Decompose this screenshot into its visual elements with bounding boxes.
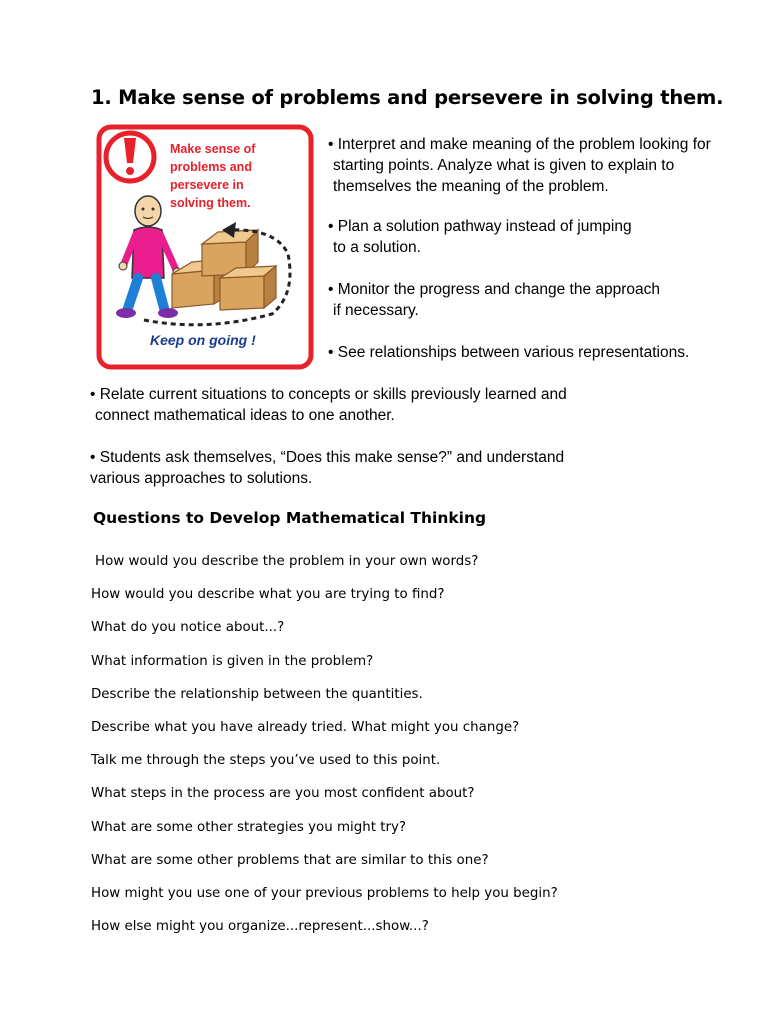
page-title: 1. Make sense of problems and persevere in solving them.: [91, 86, 724, 109]
bullet-line: • See relationships between various representations.: [328, 344, 690, 361]
bullet-relate: [90, 384, 710, 426]
question-item: How would you describe what you are trying to find?: [91, 587, 445, 603]
question-item: Describe the relationship between the quantities.: [91, 686, 423, 702]
question-item: What are some other problems that are similar to this one?: [91, 852, 489, 868]
exclamation-icon: [106, 133, 154, 181]
question-item: Talk me through the steps you’ve used to this point.: [91, 753, 441, 769]
bullet-line: • Students ask themselves, “Does this make sense?” and understand: [90, 449, 565, 466]
poster-footer: Keep on going !: [150, 332, 256, 348]
question-item: How might you use one of your previous problems to help you begin?: [91, 885, 558, 901]
question-item: Describe what you have already tried. What might you change?: [91, 719, 520, 735]
bullet-line: various approaches to solutions.: [90, 470, 313, 487]
poster-heading-line: Make sense of: [170, 142, 256, 156]
bullet-line: • Relate current situations to concepts or skills previously learned and: [90, 386, 567, 403]
question-item: What are some other strategies you might try?: [91, 819, 407, 835]
bullet-plan: [328, 216, 768, 258]
poster-heading-line: persevere in: [170, 178, 244, 192]
bullet-monitor: [328, 279, 768, 321]
bullet-line: starting points. Analyze what is given to explain to: [333, 157, 675, 174]
question-item: What information is given in the problem?: [91, 653, 374, 669]
bullet-students-ask: [90, 447, 710, 489]
bullet-interpret: [328, 134, 768, 197]
poster-heading-line: solving them.: [170, 196, 251, 210]
bullet-relationships: [328, 342, 768, 363]
question-item: How else might you organize...represent...show...?: [91, 919, 429, 935]
bullet-line: • Plan a solution pathway instead of jumping: [328, 218, 632, 235]
bullet-line: • Interpret and make meaning of the problem looking for: [328, 136, 711, 153]
bullet-line: • Monitor the progress and change the approach: [328, 281, 661, 298]
bullet-line: if necessary.: [333, 302, 419, 319]
lower-bullet-list: [90, 384, 710, 510]
poster-heading-line: problems and: [170, 160, 252, 174]
poster-image: [96, 124, 314, 370]
right-bullet-list: [328, 134, 768, 383]
bullet-line: connect mathematical ideas to one another.: [95, 407, 395, 424]
bullet-line: to a solution.: [333, 239, 421, 256]
question-item: How would you describe the problem in your own words?: [95, 554, 479, 569]
question-item: What steps in the process are you most confident about?: [91, 786, 475, 802]
questions-heading: Questions to Develop Mathematical Thinking: [93, 509, 487, 527]
question-item: What do you notice about...?: [91, 620, 285, 636]
questions-list: [91, 552, 751, 950]
bullet-line: themselves the meaning of the problem.: [333, 178, 609, 195]
